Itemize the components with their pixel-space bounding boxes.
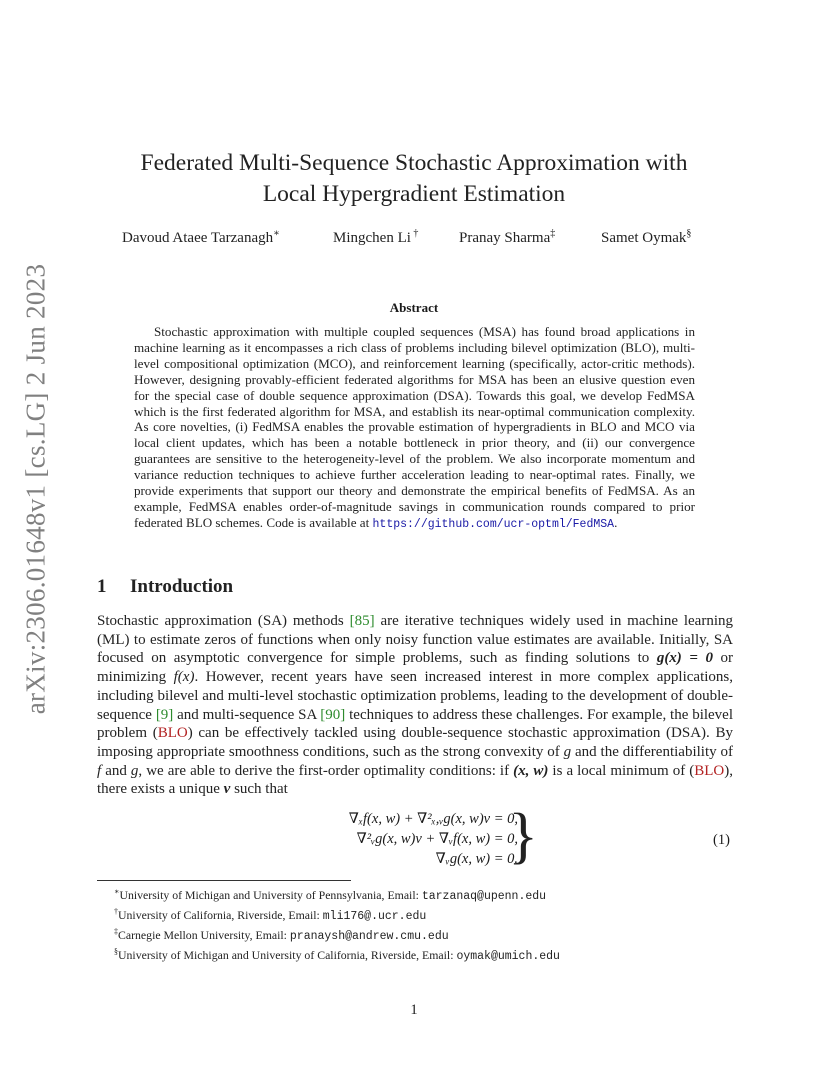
right-brace: } — [508, 802, 538, 870]
equation-line-2: ∇²ᵥg(x, w)v + ∇ᵥf(x, w) = 0, — [356, 831, 518, 847]
equation-line-3: ∇ᵥg(x, w) = 0. — [435, 851, 518, 867]
footnote-mark: † — [114, 907, 118, 917]
intro-text: techniques to address these challenges. For example, the bilevel problem ( — [97, 706, 734, 742]
blo-reference-1[interactable]: BLO — [157, 725, 188, 742]
intro-text: . However, recent years have seen increased interest in more complex applications, including bilevel and multi-level stochastic optimization problems, leading to the development of double-sequence — [97, 669, 733, 723]
intro-text: are iterative techniques widely used in machine learning (ML) to estimate zeros of functions when only noisy function value estimates are available. Initially, SA focused on asymptotic convergence for simple problems, such as finding solutions to — [97, 613, 733, 667]
equation-number: (1) — [713, 832, 730, 848]
footnote-mark: ‡ — [114, 927, 118, 937]
paper-title — [0, 148, 828, 210]
footnote-text: University of Michigan and University of California, Riverside, Email: — [118, 948, 457, 963]
intro-paragraph — [97, 612, 733, 799]
author-4 — [601, 228, 691, 247]
author-2-name: Mingchen Li — [333, 230, 411, 246]
author-1 — [122, 228, 280, 247]
equation-lines — [349, 809, 518, 869]
arxiv-identifier-text: arXiv:2306.01648v1 [cs.LG] 2 Jun 2023 — [20, 263, 51, 715]
intro-text: ) can be effectively tackled using double-sequence stochastic approximation (DSA). By imposing appropriate smoothness conditions, such as the strong convexity of — [97, 725, 733, 760]
author-3-mark: ‡ — [550, 228, 556, 239]
intro-text: and multi-sequence SA — [173, 706, 321, 723]
footnote-rule — [97, 880, 351, 881]
math-g: g — [130, 762, 139, 779]
intro-text: , we are able to derive the first-order optimality conditions: if — [138, 762, 514, 779]
intro-text: such that — [230, 781, 288, 798]
intro-text: Stochastic approximation (SA) methods — [97, 613, 350, 629]
equation-line-1: ∇ₓf(x, w) + ∇²ₓ,ᵥg(x, w)v = 0, — [348, 811, 518, 827]
section-title: Introduction — [130, 576, 234, 597]
footnote-4 — [114, 944, 560, 964]
abstract-end: . — [614, 514, 618, 530]
code-link[interactable]: https://github.com/ucr-optml/FedMSA — [372, 517, 615, 531]
footnote-3 — [114, 924, 560, 944]
title-line-1: Federated Multi-Sequence Stochastic Approximation with — [140, 150, 688, 176]
footnote-1 — [114, 884, 560, 904]
footnote-mark: § — [114, 947, 118, 957]
intro-text: and the differentiability of — [571, 743, 733, 760]
title-line-2: Local Hypergradient Estimation — [262, 181, 566, 207]
footnote-mark: ∗ — [114, 887, 120, 896]
intro-text: ), there exists a unique — [97, 762, 733, 798]
math-g: g — [563, 743, 572, 760]
math-g-of-x: g(x) = 0 — [656, 650, 713, 667]
citation-90[interactable]: [90] — [320, 706, 346, 723]
section-heading — [97, 576, 233, 598]
abstract-body — [134, 324, 695, 533]
footnotes — [114, 884, 560, 965]
blo-reference-2[interactable]: BLO — [694, 762, 725, 779]
footnote-email[interactable]: tarzanaq@upenn.edu — [421, 889, 547, 903]
author-1-name: Davoud Ataee Tarzanagh — [122, 230, 274, 246]
author-3 — [459, 228, 555, 247]
abstract-heading: Abstract — [389, 300, 439, 315]
author-4-name: Samet Oymak — [601, 230, 687, 246]
math-v: v — [223, 781, 231, 798]
math-f-of-x: f(x) — [173, 669, 195, 686]
author-2-mark: † — [410, 228, 419, 239]
citation-85[interactable]: [85] — [349, 613, 375, 629]
footnote-email[interactable]: oymak@umich.edu — [456, 950, 560, 964]
section-number: 1 — [97, 576, 107, 597]
math-f: f — [97, 762, 102, 779]
footnote-text: University of California, Riverside, Email: — [118, 908, 323, 923]
footnote-email[interactable]: mli176@.ucr.edu — [322, 910, 427, 924]
math-x-w: (x, w) — [513, 762, 549, 779]
abstract-text: Stochastic approximation with multiple coupled sequences (MSA) has found broad applications in machine learning as it encompasses a rich class of problems including bilevel optimization (BLO), multi-level compositional optimization (MCO), and reinforcement learning (specifically, actor-critic methods). However, designing provably-efficient federated algorithms for MSA has been an elusive question even for the special case of double sequence approximation (DSA). Towards this goal, we develop FedMSA which is the first federated algorithm for MSA, and establish its near-optimal communication complexity. As core novelties, (i) FedMSA enables the provable estimation of hypergradients in BLO and MCO via local client updates, which has been a notable bottleneck in prior theory, and (ii) our convergence guarantees are sensitive to the heterogeneity-level of the problem. We also incorporate momentum and variance reduction techniques to achieve further acceleration leading to near-optimal rates. Finally, we provide experiments that support our theory and demonstrate the empirical benefits of FedMSA. As an example, FedMSA enables order-of-magnitude savings in communication rounds compared to prior federated BLO schemes. Code is available at — [134, 324, 695, 530]
intro-text: or minimizing — [97, 650, 733, 686]
author-list — [0, 228, 828, 250]
author-1-mark: ∗ — [273, 228, 280, 239]
page-number: 1 — [410, 1002, 418, 1018]
author-3-name: Pranay Sharma — [459, 230, 551, 246]
citation-9[interactable]: [9] — [155, 706, 174, 723]
equation-1 — [300, 802, 540, 871]
intro-text: is a local minimum of ( — [548, 762, 695, 779]
footnote-text: University of Michigan and University of Pennsylvania, Email: — [119, 887, 422, 902]
author-2 — [333, 228, 418, 247]
footnote-2 — [114, 904, 560, 924]
footnote-email[interactable]: pranaysh@andrew.cmu.edu — [289, 930, 449, 944]
author-4-mark: § — [686, 228, 692, 239]
intro-text: and — [101, 762, 131, 779]
footnote-text: Carnegie Mellon University, Email: — [118, 928, 290, 943]
